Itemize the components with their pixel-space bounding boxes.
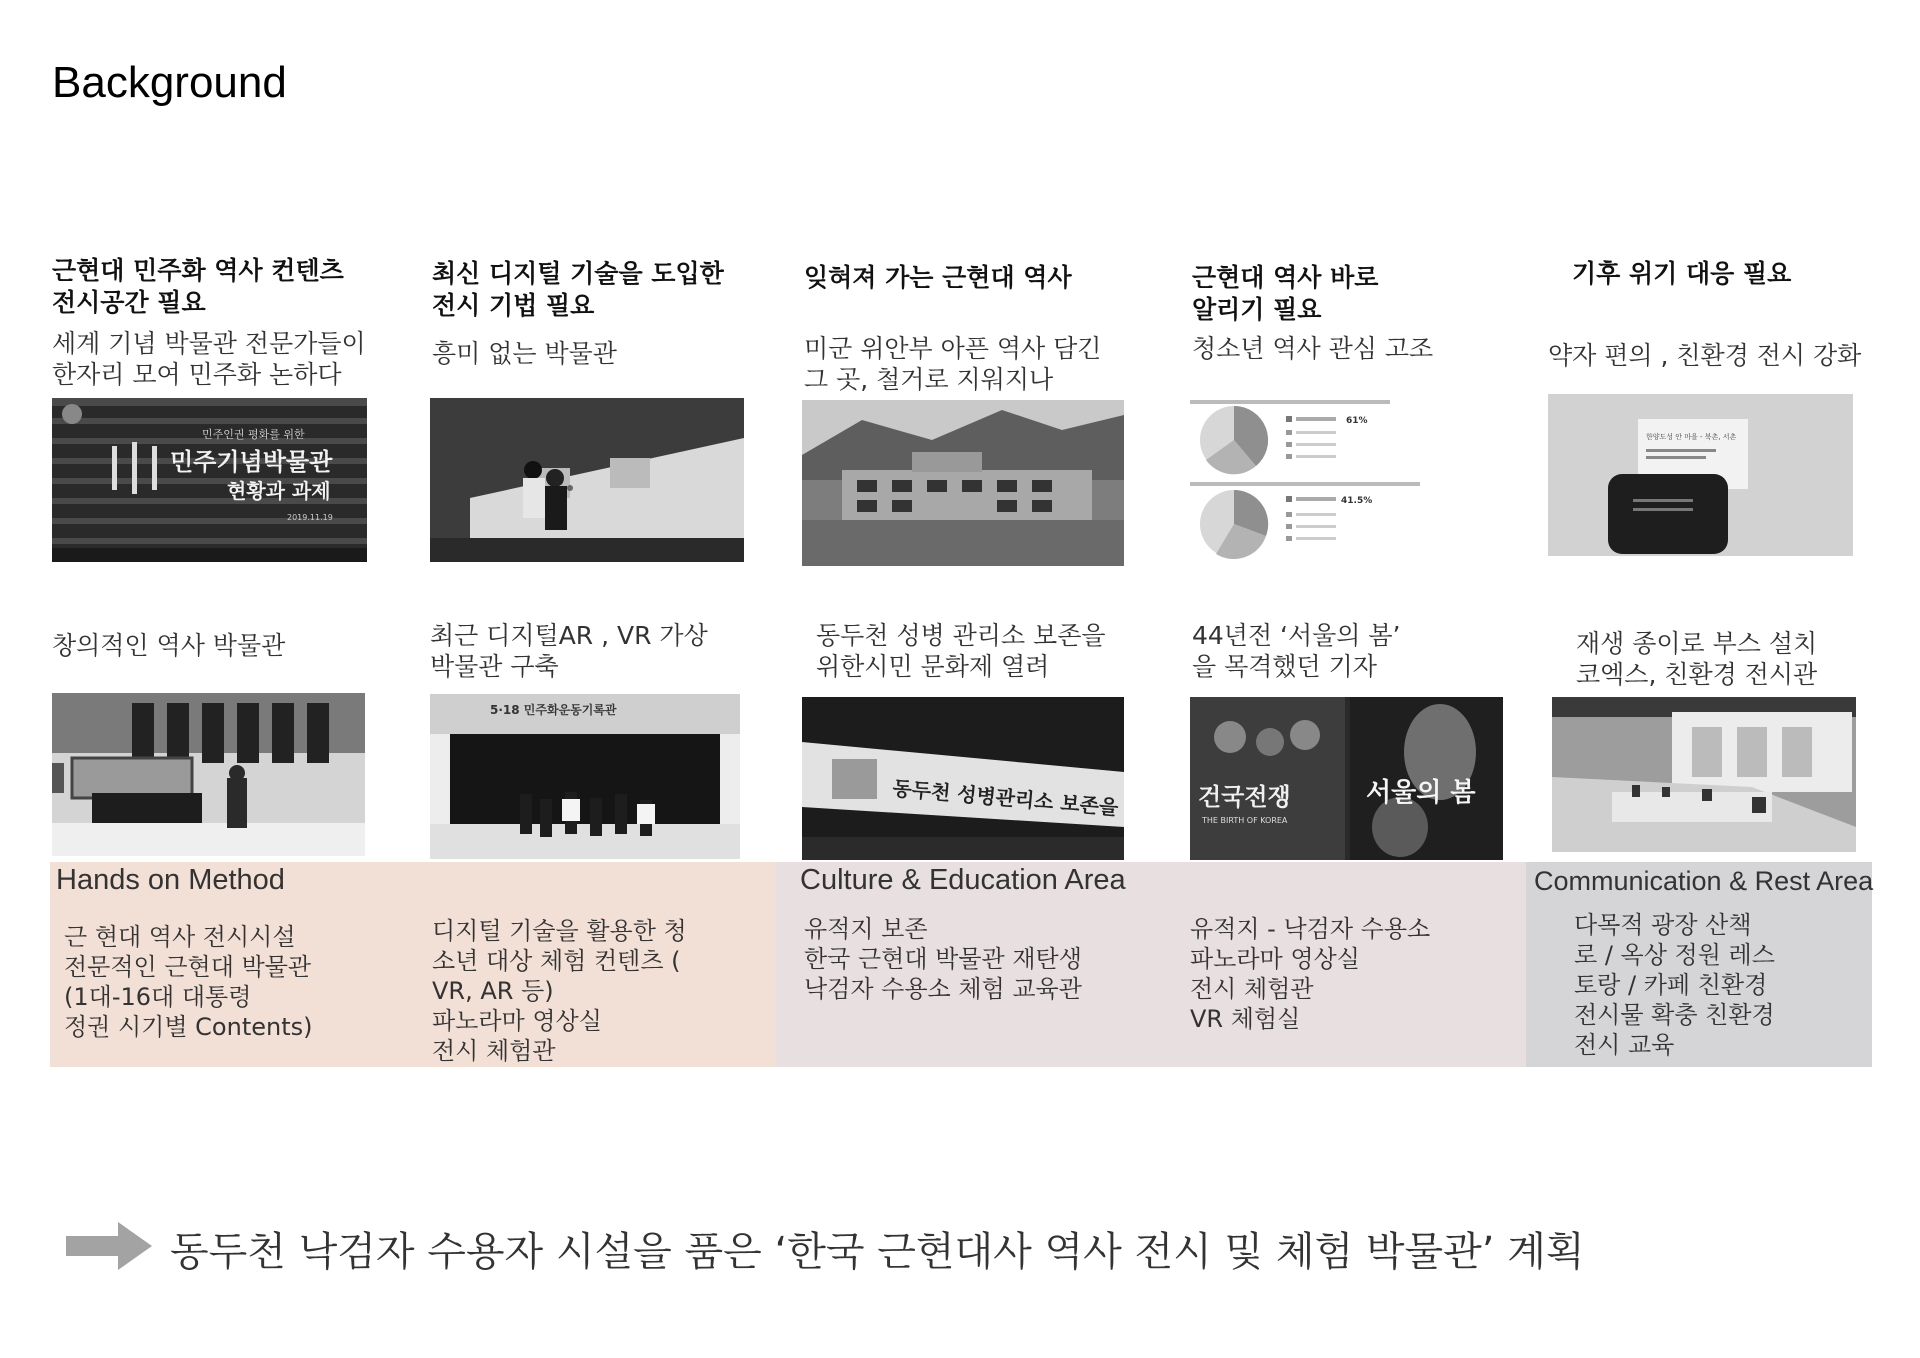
- hands-zone-text-right: 디지털 기술을 활용한 청 소년 대상 체험 컨텐츠 ( VR, AR 등) 파노라마 영상실 전시 체험관: [432, 917, 687, 1065]
- column-2-heading: 최신 디지털 기술을 도입한 전시 기법 필요: [432, 259, 724, 320]
- column-5-heading: 기후 위기 대응 필요: [1572, 259, 1792, 288]
- poster-title: 민주기념박물관: [170, 448, 333, 476]
- poster-date: 2019.11.19: [287, 513, 333, 522]
- poster-1-subtitle: THE BIRTH OF KOREA: [1202, 816, 1288, 825]
- democracy-museum-poster-image: [52, 398, 367, 562]
- column-5-subheading: 약자 편의 , 친환경 전시 강화: [1548, 341, 1862, 370]
- column-3-subheading: 미군 위안부 아픈 역사 담긴 그 곳, 철거로 지워지나: [804, 334, 1102, 394]
- accessible-exhibit-sign-image: [1548, 394, 1853, 556]
- poster-1-title: 건국전쟁: [1198, 783, 1291, 811]
- poster-2-title: 서울의 봄: [1366, 778, 1476, 808]
- poster-subtitle: 민주인권 평화를 위한: [202, 428, 305, 441]
- column-5-photo-caption: 재생 종이로 부스 설치 코엑스, 친환경 전시관: [1576, 629, 1818, 689]
- plan-summary: 동두천 낙검자 수용자 시설을 품은 ‘한국 근현대사 역사 전시 및 체험 박물관’ 계획: [170, 1229, 1585, 1275]
- comm-zone-text: 다목적 광장 산책 로 / 옥상 정원 레스 토랑 / 카페 친환경 전시물 확충 친환경 전시 교육: [1574, 911, 1775, 1059]
- digital-museum-entrance-image: [430, 694, 740, 859]
- column-2-photo-caption: 최근 디지털AR , VR 가상 박물관 구축: [430, 621, 708, 681]
- page-title: Background: [52, 58, 287, 107]
- eco-booth-image: [1552, 697, 1856, 852]
- poster-title-2: 현황과 과제: [227, 479, 331, 503]
- column-1-heading: 근현대 민주화 역사 컨텐츠 전시공간 필요: [52, 256, 344, 317]
- abandoned-building-image: [802, 400, 1124, 566]
- column-4-subheading: 청소년 역사 관심 고조: [1192, 334, 1434, 363]
- hands-zone-text-left: 근 현대 역사 전시시설 전문적인 근현대 박물관 (1대-16대 대통령 정권 시기별 Contents): [64, 923, 313, 1041]
- column-3-heading: 잊혀져 가는 근현대 역사: [804, 263, 1072, 292]
- culture-zone-text-right: 유적지 - 낙검자 수용소 파노라마 영상실 전시 체험관 VR 체험실: [1190, 915, 1431, 1033]
- right-arrow-icon: [66, 1222, 152, 1270]
- culture-zone-text-left: 유적지 보존 한국 근현대 박물관 재탄생 낙검자 수용소 체험 교육관: [804, 915, 1082, 1003]
- column-1-photo-caption: 창의적인 역사 박물관: [52, 631, 286, 660]
- movie-posters-image: [1190, 697, 1503, 860]
- exhibit-sign-text: 한양도성 안 마을 - 북촌, 서촌: [1646, 433, 1737, 441]
- festival-banner-text: 동두천 성병관리소 보존을: [891, 776, 1120, 820]
- youth-survey-chart-image: [1186, 398, 1504, 562]
- museum-sign: 5·18 민주화운동기록관: [490, 703, 617, 717]
- column-3-photo-caption: 동두천 성병 관리소 보존을 위한시민 문화제 열려: [816, 621, 1106, 681]
- column-4-photo-caption: 44년전 ‘서울의 봄’ 을 목격했던 기자: [1192, 621, 1401, 681]
- history-museum-hall-image: [52, 693, 365, 856]
- column-4-heading: 근현대 역사 바로 알리기 필요: [1192, 263, 1379, 324]
- comm-zone-title: Communication & Rest Area: [1534, 866, 1874, 896]
- hands-zone-title: Hands on Method: [56, 864, 285, 896]
- culture-zone-title: Culture & Education Area: [800, 864, 1126, 896]
- column-1-subheading: 세계 기념 박물관 전문가들이 한자리 모여 민주화 논하다: [52, 329, 366, 389]
- survey-stat-1: 61%: [1346, 416, 1368, 426]
- survey-stat-2: 41.5%: [1341, 496, 1373, 506]
- civic-festival-banner-image: [802, 697, 1124, 860]
- column-2-subheading: 흥미 없는 박물관: [432, 339, 617, 368]
- boring-museum-image: [430, 398, 744, 562]
